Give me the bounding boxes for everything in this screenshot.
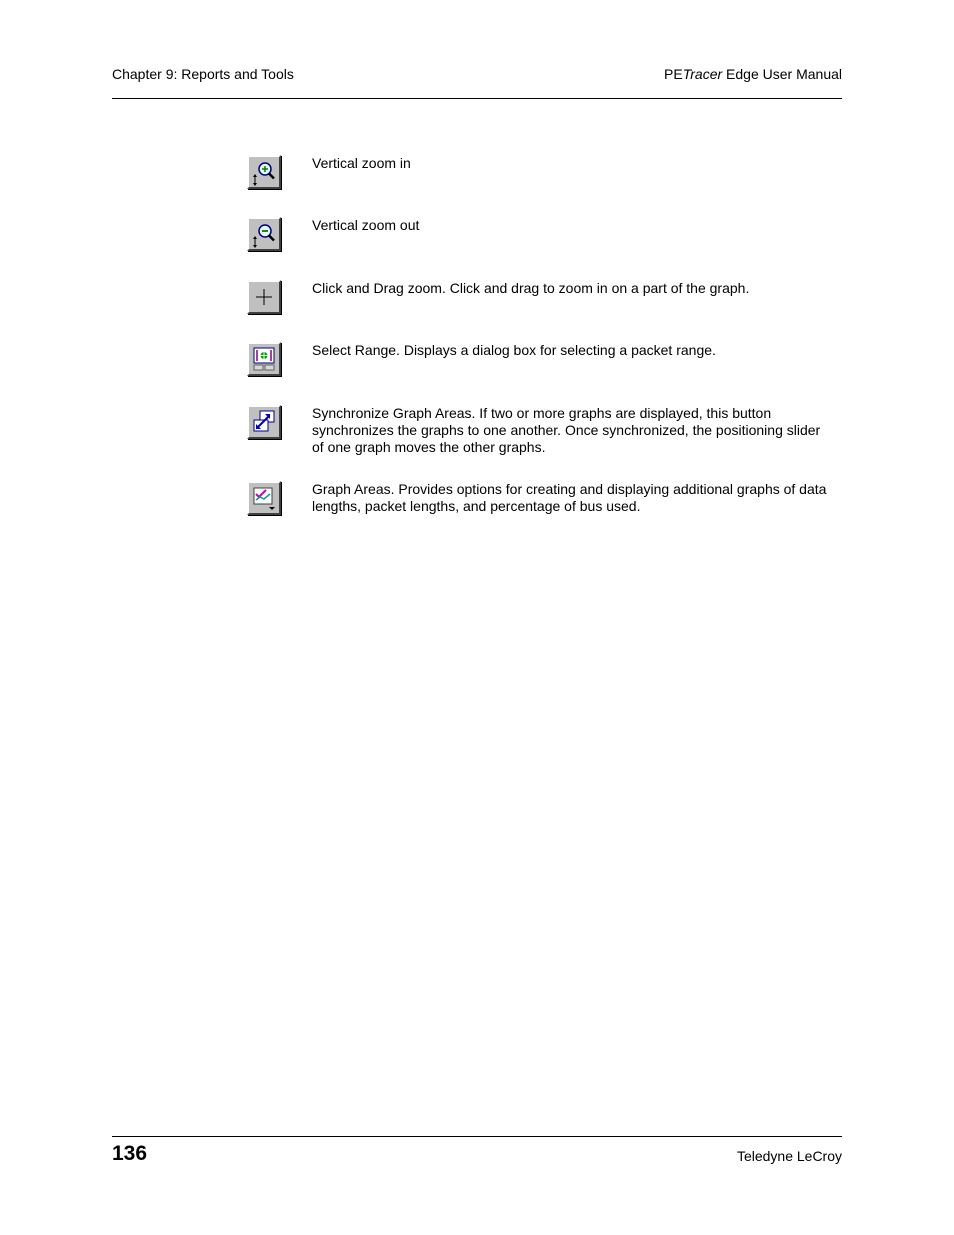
manual-title-italic: Tracer [682,66,723,82]
header-manual-title [664,66,842,82]
manual-title-suffix: Edge User Manual [722,66,842,82]
manual-title-prefix: PE [664,66,683,82]
entry-description: Vertical zoom in [312,155,411,171]
select-range-icon [249,344,279,374]
vertical-zoom-out-icon [249,219,279,249]
vertical-zoom-out-button[interactable] [247,217,281,251]
footer-divider [112,1136,842,1137]
page-number: 136 [112,1142,148,1165]
entry-description: Click and Drag zoom. Click and drag to zoom in on a part of the graph. [312,280,750,296]
graph-areas-button[interactable] [247,481,281,515]
entry-description: Select Range. Displays a dialog box for selecting a packet range. [312,342,716,358]
entry-description: Vertical zoom out [312,217,420,233]
synchronize-graph-areas-button[interactable] [247,405,281,439]
header-divider [112,98,842,99]
vertical-zoom-in-icon [249,157,279,187]
vertical-zoom-in-button[interactable] [247,155,281,189]
click-drag-zoom-button[interactable] [247,280,281,314]
footer-company: Teledyne LeCroy [736,1148,842,1164]
graph-areas-icon [249,483,279,513]
synchronize-graphs-icon [249,407,279,437]
entry-description: Graph Areas. Provides options for creating and displaying additional graphs of data lengths, packet lengths, and percentage of bus used. [312,481,827,514]
header-chapter: Chapter 9: Reports and Tools [112,66,294,82]
entry-description: Synchronize Graph Areas. If two or more graphs are displayed, this button synchronizes the graphs to one another. Once synchronized, the positioning slider of one graph moves the other graphs. [312,405,821,455]
crosshair-icon [249,282,279,312]
select-range-button[interactable] [247,342,281,376]
